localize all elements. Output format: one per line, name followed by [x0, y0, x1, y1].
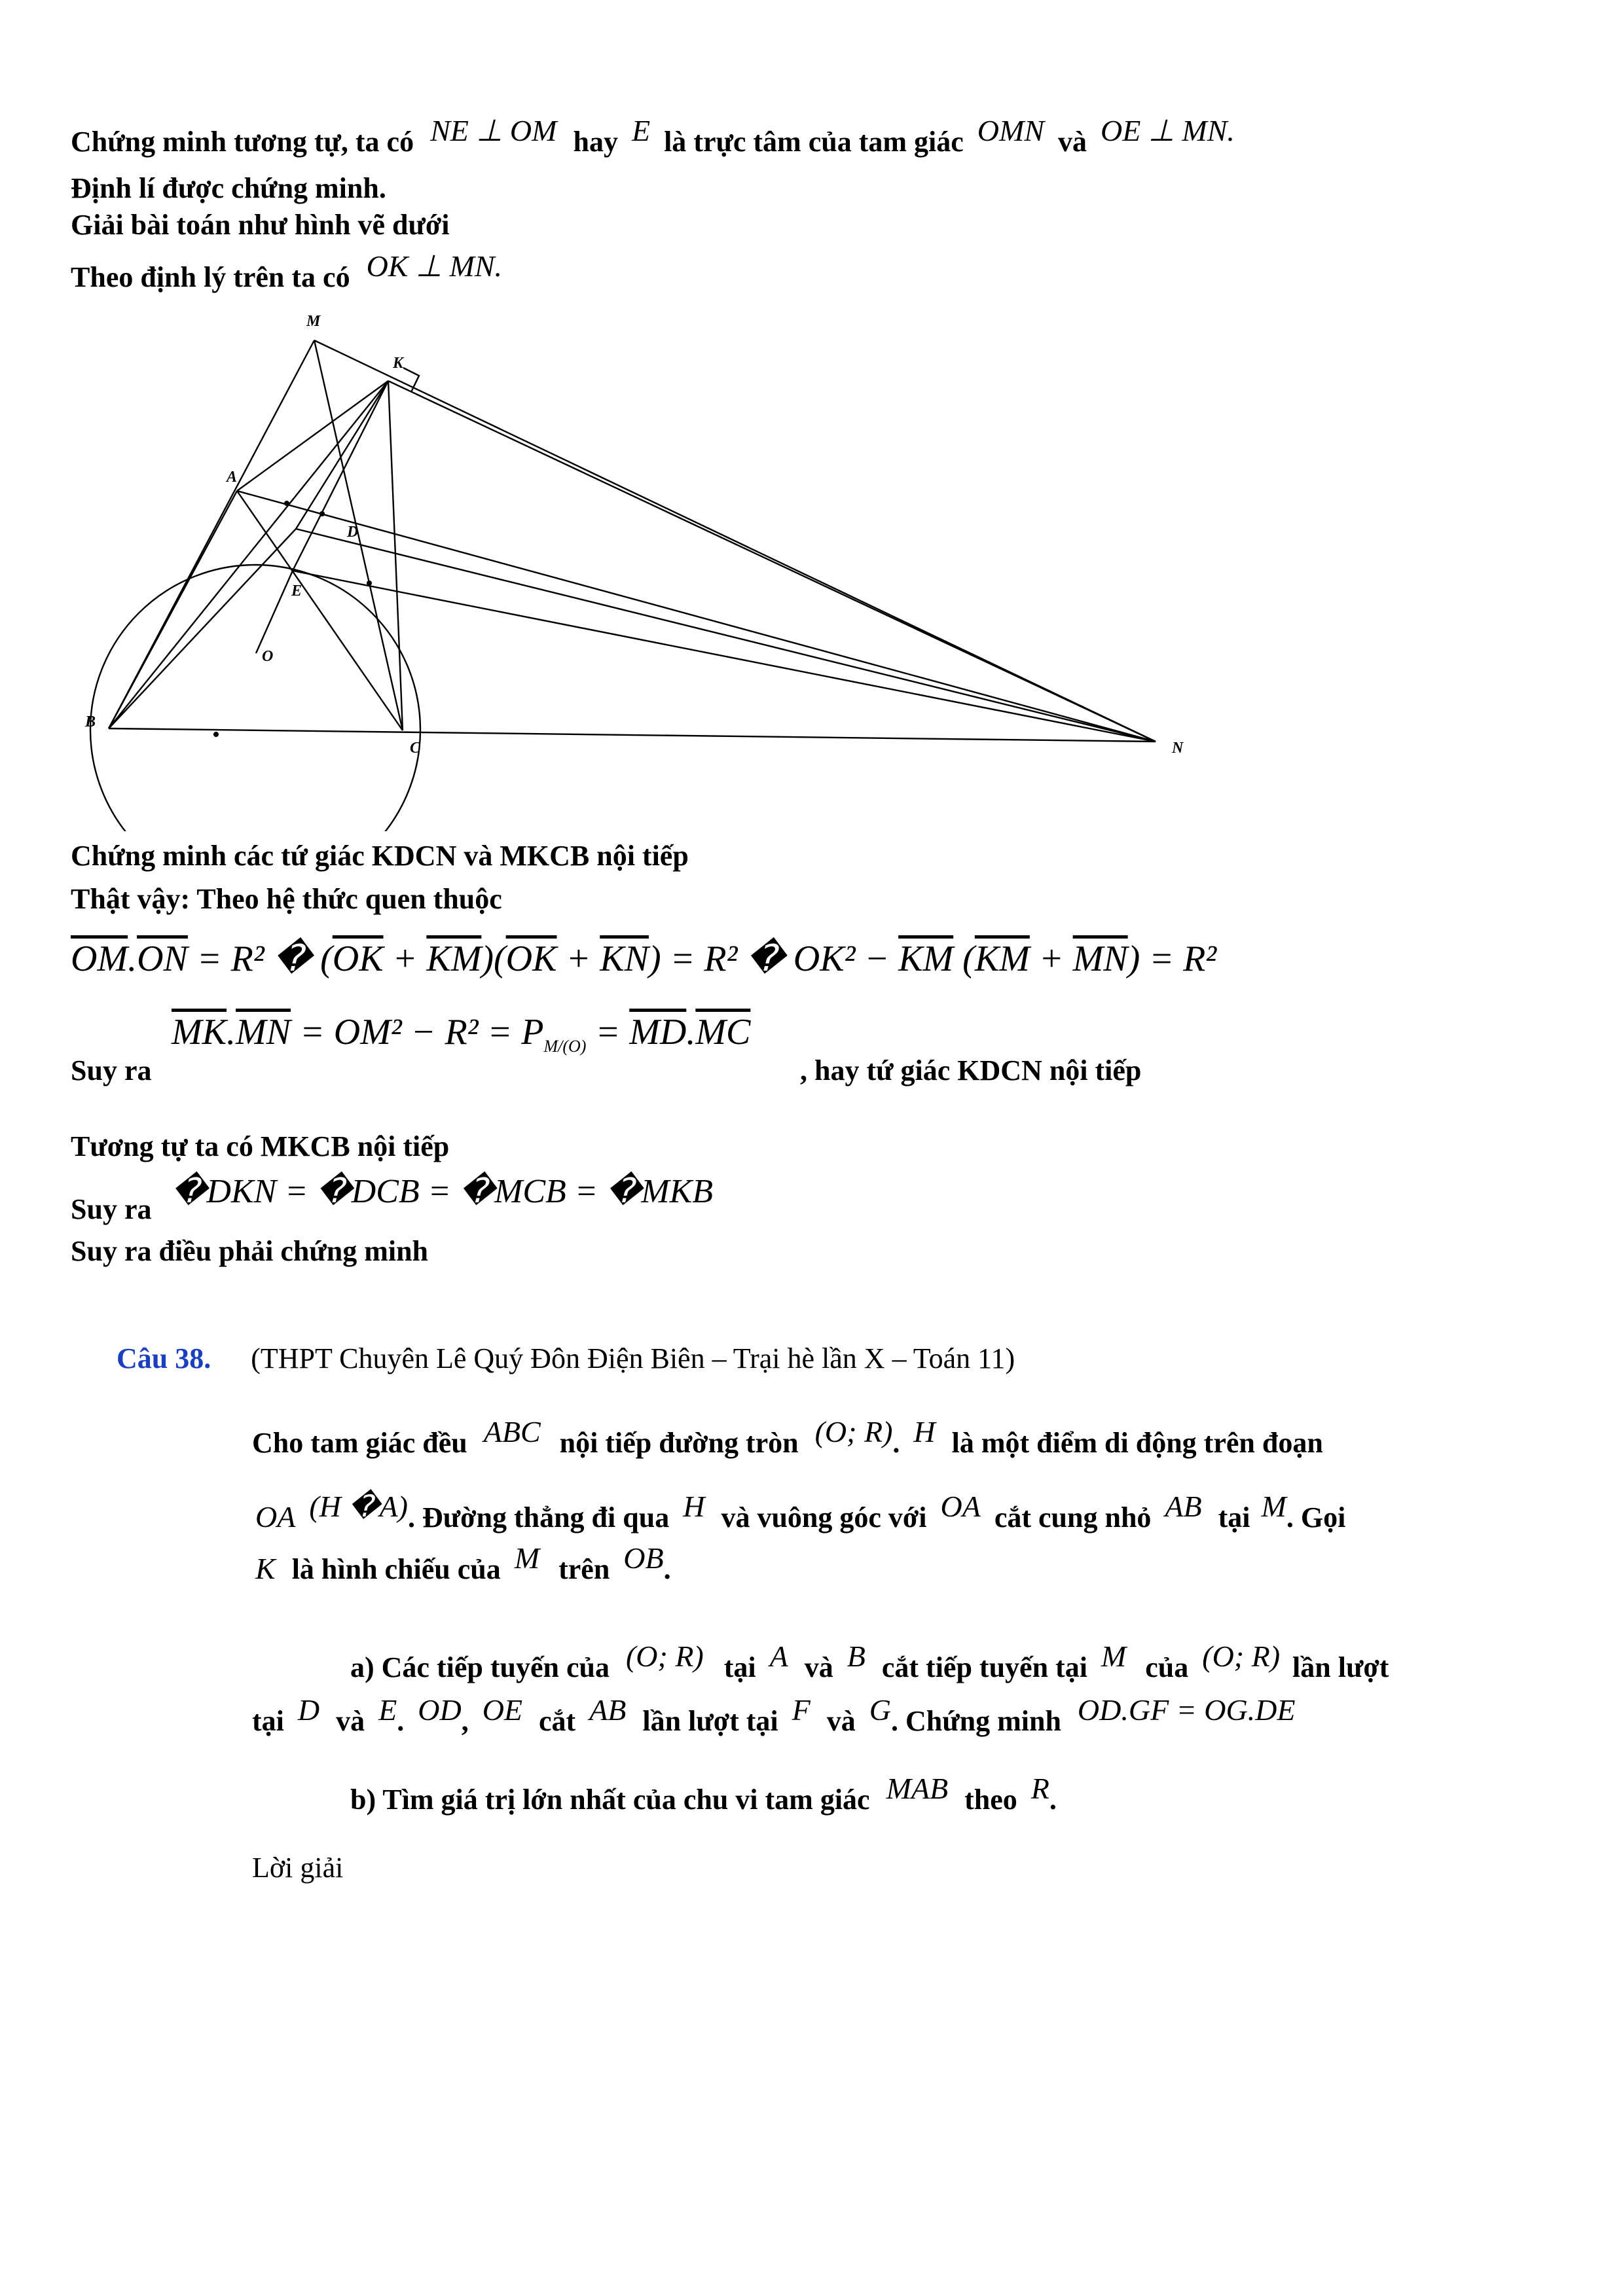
math-part: .: [128, 939, 137, 979]
text: ,: [461, 1705, 469, 1737]
math-expression: M: [1261, 1490, 1286, 1523]
label-k: K: [393, 355, 404, 372]
math-expression: H: [913, 1415, 936, 1448]
text: cắt: [539, 1705, 576, 1737]
segment-dn: [296, 529, 1156, 742]
label-c: C: [410, 740, 421, 757]
question-label: Câu 38.: [117, 1342, 211, 1374]
text: .: [892, 1427, 900, 1459]
vector: $\overline{KM}$: [974, 939, 1030, 979]
segment-bd: [109, 529, 296, 728]
text-line-8: Tương tự ta có MKCB nội tiếp: [71, 1130, 450, 1162]
label-e: E: [291, 583, 302, 600]
math-expression: D: [297, 1693, 320, 1727]
vector: $\overline{MC}$: [695, 1012, 751, 1052]
vector: $\overline{KM}$: [898, 939, 954, 979]
math-part: )(: [481, 939, 506, 979]
math-part: =: [586, 1012, 630, 1052]
math-expression: R: [1030, 1772, 1049, 1805]
equation-2: [172, 1011, 750, 1056]
text: cắt cung nhỏ: [994, 1501, 1152, 1534]
text: hay: [573, 126, 618, 158]
math-expression: E: [378, 1693, 397, 1727]
text: là trực tâm của tam giác: [664, 126, 964, 158]
math-part: +: [556, 939, 600, 979]
vector: $\overline{MN}$: [1072, 939, 1128, 979]
segment-ac: [237, 491, 403, 730]
math-expression: OD: [418, 1693, 462, 1727]
segment-kn: [388, 381, 1156, 742]
math-expression: M: [1101, 1640, 1127, 1673]
text: cắt tiếp tuyến tại: [881, 1651, 1087, 1683]
geometry-figure: [72, 308, 1211, 831]
text: là hình chiếu của: [291, 1553, 501, 1585]
text-line-1: [71, 114, 1235, 158]
text-line-6: Thật vậy: Theo hệ thức quen thuộc: [71, 883, 502, 915]
label-d: D: [347, 524, 359, 541]
text: .: [1049, 1784, 1057, 1816]
math-expression: G: [869, 1693, 891, 1727]
math-expression: (O; R): [1202, 1640, 1281, 1673]
segment-ab: [109, 491, 237, 728]
text: trên: [558, 1553, 610, 1585]
segment-oe: [256, 571, 293, 653]
text-line-2: Định lí được chứng minh.: [71, 172, 386, 204]
text: và: [826, 1705, 856, 1737]
math-part: .: [686, 1012, 696, 1052]
math-subscript: M/(O): [543, 1037, 587, 1056]
math-part: = R² � (: [187, 939, 333, 979]
segment-kb: [109, 381, 388, 728]
suy-ra-label-2: Suy ra: [71, 1193, 152, 1225]
math-expression: (H �A): [309, 1490, 408, 1523]
question-38-header: [117, 1342, 1015, 1375]
circle-o: [90, 565, 420, 831]
segment-bn: [109, 728, 1156, 742]
math-expression: A: [769, 1640, 788, 1673]
math-expression: (O; R): [625, 1640, 704, 1673]
label-o: O: [262, 648, 274, 665]
text: . Gọi: [1286, 1501, 1346, 1534]
text: . Chứng minh: [890, 1705, 1061, 1737]
math-expression: OA: [940, 1490, 981, 1523]
text: của: [1145, 1651, 1189, 1683]
math-expression: E: [631, 114, 651, 147]
label-m: M: [306, 313, 321, 330]
label-n: N: [1172, 740, 1184, 757]
vector: $\overline{OM}$: [71, 939, 128, 979]
vector: $\overline{KN}$: [600, 939, 649, 979]
text: . Đường thẳng đi qua: [407, 1501, 670, 1534]
text: theo: [964, 1784, 1017, 1816]
text: và: [804, 1651, 833, 1683]
math-expression: OMN: [977, 114, 1044, 147]
math-expression: K: [255, 1552, 276, 1585]
segment-en: [293, 571, 1156, 742]
question-38-part-a-line-2: [252, 1693, 1296, 1738]
math-part: +: [1029, 939, 1073, 979]
vector: $\overline{MN}$: [236, 1012, 291, 1052]
text-line-7b: , hay tứ giác KDCN nội tiếp: [800, 1054, 1142, 1086]
text: lần lượt: [1292, 1651, 1389, 1683]
vector: $\overline{OK}$: [505, 939, 557, 979]
text: b) Tìm giá trị lớn nhất của chu vi tam giác: [350, 1784, 870, 1816]
vector: $\overline{OK}$: [332, 939, 384, 979]
math-expression: AB: [1165, 1490, 1202, 1523]
math-expression: OE ⊥ MN.: [1101, 114, 1235, 147]
text: Theo định lý trên ta có: [71, 261, 350, 293]
math-expression: NE ⊥ OM: [430, 114, 557, 147]
math-expression: B: [847, 1640, 866, 1673]
vector: $\overline{KM}$: [426, 939, 482, 979]
math-expression: M: [514, 1541, 540, 1575]
suy-ra-label-1: Suy ra: [71, 1054, 152, 1086]
math-expression: (O; R): [814, 1415, 893, 1448]
text: và vuông góc với: [721, 1501, 927, 1534]
segment-kd: [296, 381, 388, 529]
math-part: ) = R²: [1127, 939, 1217, 979]
text-line-5: Chứng minh các tứ giác KDCN và MKCB nội tiếp: [71, 840, 689, 872]
math-expression: OD.GF = OG.DE: [1077, 1693, 1296, 1727]
math-expression: OK ⊥ MN.: [366, 249, 503, 283]
segment-mn: [314, 340, 1156, 742]
question-38-part-a-line-1: [350, 1640, 1389, 1684]
equation-3: �DKN = �DCB = �MCB = �MKB: [172, 1173, 713, 1210]
text: và: [1058, 126, 1087, 158]
text: Chứng minh tương tự, ta có: [71, 126, 414, 158]
text: Cho tam giác đều: [252, 1427, 467, 1459]
text: nội tiếp đường tròn: [559, 1427, 799, 1459]
question-38-para-1: [252, 1415, 1323, 1460]
math-expression: H: [683, 1490, 705, 1523]
vector: $\overline{ON}$: [137, 939, 188, 979]
text: là một điểm di động trên đoạn: [951, 1427, 1323, 1459]
math-expression: F: [792, 1693, 811, 1727]
label-a: A: [227, 469, 238, 486]
math-part: .: [227, 1012, 236, 1052]
text: a) Các tiếp tuyến của: [350, 1651, 610, 1683]
text: và: [336, 1705, 365, 1737]
math-expression: AB: [589, 1693, 627, 1727]
math-part: (: [953, 939, 975, 979]
question-38-para-2: [255, 1490, 1346, 1534]
equation-1: [71, 937, 1216, 980]
text: tại: [252, 1705, 284, 1737]
math-expression: OB: [623, 1541, 664, 1575]
math-expression: MAB: [886, 1772, 949, 1805]
text: tại: [723, 1651, 756, 1683]
text: tại: [1218, 1501, 1250, 1534]
vector: $\overline{MD}$: [629, 1012, 687, 1052]
question-38-para-3: [255, 1541, 671, 1586]
math-part: ) = R² � OK² −: [648, 939, 899, 979]
math-expression: OA: [255, 1500, 296, 1534]
question-source: (THPT Chuyên Lê Quý Đôn Điện Biên – Trại hè lần X – Toán 11): [251, 1342, 1015, 1374]
label-b: B: [85, 713, 96, 730]
text-line-10: Suy ra điều phải chứng minh: [71, 1235, 429, 1267]
vector: $\overline{MK}$: [172, 1012, 227, 1052]
math-expression: ABC: [483, 1415, 541, 1448]
text-line-3: Giải bài toán như hình vẽ dưới: [71, 209, 450, 241]
text: .: [663, 1553, 671, 1585]
solution-heading: Lời giải: [252, 1852, 344, 1884]
question-38-part-b: [350, 1772, 1057, 1816]
math-part: = OM² − R² = P: [291, 1012, 544, 1052]
text-line-4: [71, 249, 503, 294]
segment-ke: [293, 381, 388, 571]
math-part: +: [383, 939, 427, 979]
text: .: [397, 1705, 405, 1737]
math-expression: OE: [482, 1693, 523, 1727]
text: lần lượt tại: [642, 1705, 778, 1737]
